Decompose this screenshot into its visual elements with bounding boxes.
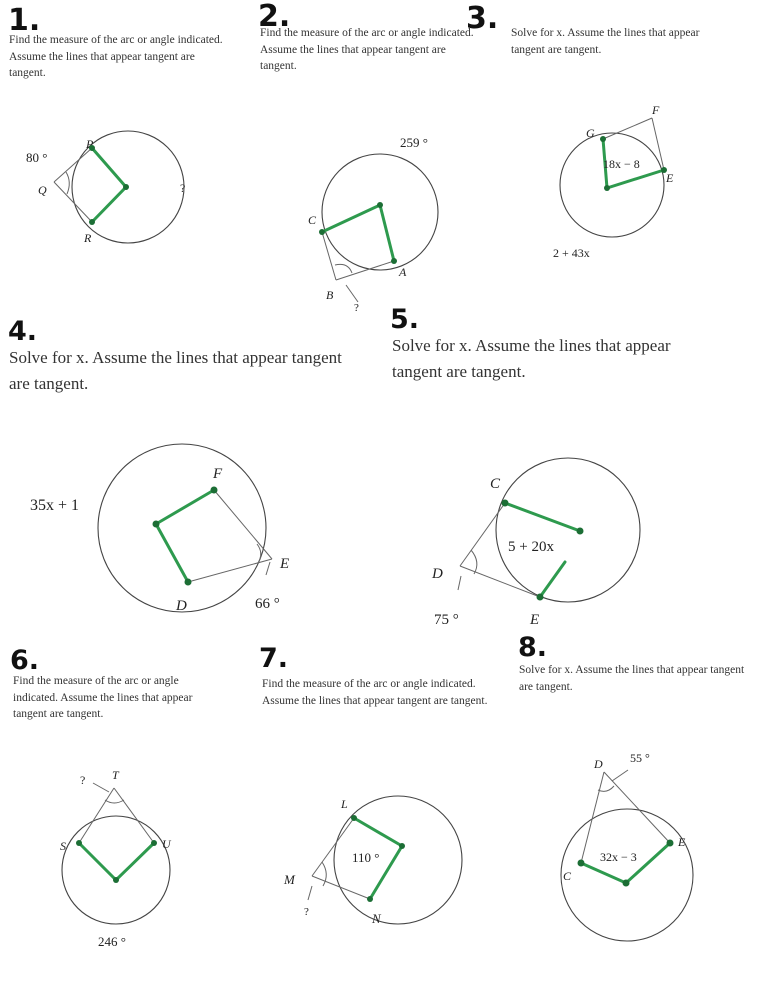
p7-label-l: L xyxy=(341,797,348,811)
problem-7-number: 7. xyxy=(259,643,289,674)
p6-label-u: U xyxy=(162,837,171,851)
p4-angle-label: 66 ° xyxy=(255,596,280,612)
problem-2-number: 2. xyxy=(258,0,291,34)
p8-point-c xyxy=(578,860,585,867)
p7-label-m: M xyxy=(284,872,295,887)
p3-label-g: G xyxy=(586,126,595,140)
p6-label-s: S xyxy=(60,839,66,853)
problem-1-instruction: Find the measure of the arc or angle indicated. Assume the lines that appear tangent are tangent. xyxy=(9,34,223,80)
p7-arc-label: 110 ° xyxy=(352,850,380,865)
p3-label-f: F xyxy=(652,103,660,117)
problem-3-number: 3. xyxy=(466,1,499,36)
p4-label-d: D xyxy=(176,598,187,614)
p8-point-e xyxy=(667,840,674,847)
p8-angle-label: 55 ° xyxy=(630,751,650,765)
problem-8-number: 8. xyxy=(518,632,548,663)
p3-label-e: E xyxy=(666,171,674,185)
p5-angle-label: 75 ° xyxy=(434,612,459,628)
p3-arc-small-label: 18x − 8 xyxy=(603,157,640,171)
problem-4-number: 4. xyxy=(8,316,38,347)
p8-arrow xyxy=(612,770,628,781)
p1-angle-label: 80 ° xyxy=(26,150,48,165)
p8-center xyxy=(623,880,630,887)
problem-1-number: 1. xyxy=(8,3,41,38)
p8-tangent-e xyxy=(604,772,670,843)
p2-unknown-label: ? xyxy=(354,302,359,314)
p5-arc-label: 5 + 20x xyxy=(508,539,554,555)
p8-label-c: C xyxy=(563,869,572,883)
p8-label-e: E xyxy=(678,835,686,849)
p4-arc-label: 35x + 1 xyxy=(30,497,80,514)
p7-label-n: N xyxy=(372,911,381,926)
p2-label-a: A xyxy=(399,265,407,279)
problem-4-instruction: Solve for x. Assume the lines that appear tangent are tangent. xyxy=(9,348,342,393)
p6-arc-label: 246 ° xyxy=(98,934,126,949)
p1-label-r: R xyxy=(84,231,92,245)
p5-label-e: E xyxy=(530,612,540,628)
p8-arc-label: 32x − 3 xyxy=(600,850,637,864)
problem-3-instruction: Solve for x. Assume the lines that appear tangent are tangent. xyxy=(511,27,700,56)
problem-6-number: 6. xyxy=(10,645,40,676)
p6-unknown-label: ? xyxy=(80,773,86,787)
p5-label-d: D xyxy=(432,566,443,582)
p5-label-c: C xyxy=(490,476,501,492)
problem-6-instruction: Find the measure of the arc or angle indicated. Assume the lines that appear tangent are tangent. xyxy=(13,675,193,721)
p2-label-b: B xyxy=(326,288,334,302)
p1-label-p: P xyxy=(86,137,94,151)
problem-5-instruction: Solve for x. Assume the lines that appear tangent are tangent. xyxy=(392,336,671,381)
p2-label-c: C xyxy=(308,213,317,227)
p8-circle xyxy=(561,809,693,941)
p4-label-e: E xyxy=(280,556,290,572)
problem-2-instruction: Find the measure of the arc or angle indicated. Assume the lines that appear tangent are tangent. xyxy=(260,27,474,73)
p1-label-q: Q xyxy=(38,183,47,197)
p2-arc-label: 259 ° xyxy=(400,135,428,150)
p8-label-d: D xyxy=(594,757,603,771)
problem-7-instruction: Find the measure of the arc or angle indicated. Assume the lines that appear tangent are tangent. xyxy=(262,678,488,707)
p7-unknown-label: ? xyxy=(304,906,309,918)
problem-8-instruction: Solve for x. Assume the lines that appear tangent are tangent. xyxy=(519,664,745,693)
p4-label-f: F xyxy=(213,466,223,482)
p6-label-t: T xyxy=(112,768,119,782)
p3-arc-large-label: 2 + 43x xyxy=(553,246,590,260)
p1-unknown-label: ? xyxy=(180,181,186,195)
problem-5-number: 5. xyxy=(390,304,420,335)
